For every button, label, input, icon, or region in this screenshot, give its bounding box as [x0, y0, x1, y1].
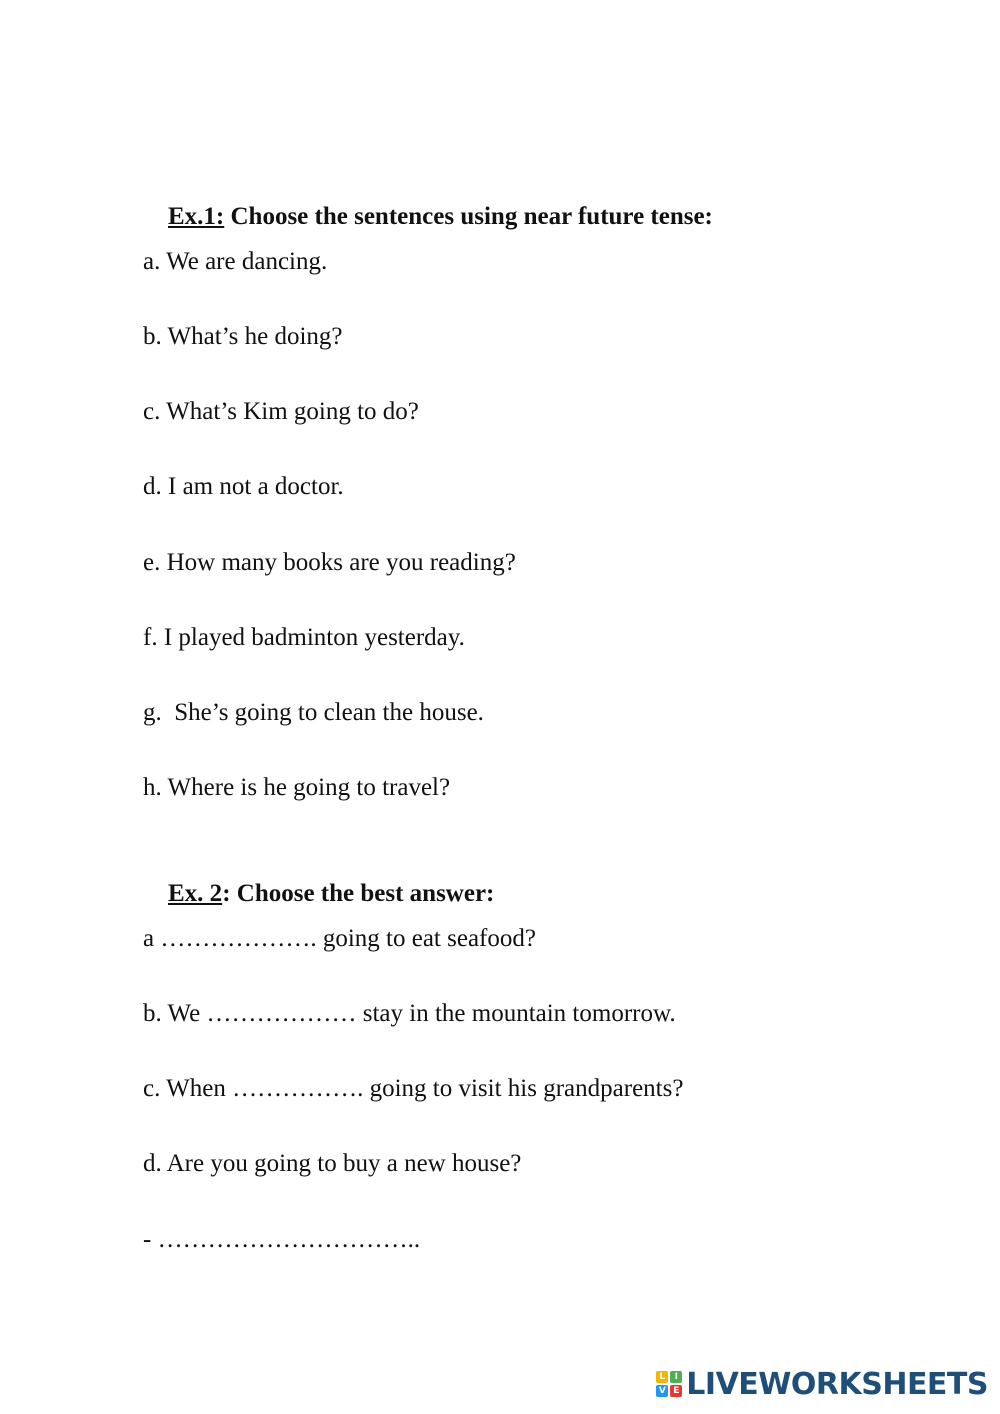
logo-mark-l: L [656, 1371, 668, 1383]
ex1-item-g: g. She’s going to clean the house. [143, 699, 484, 726]
ex2-answer-line: - ………………………….. [143, 1226, 421, 1253]
ex2-item-c: c. When ……………. going to visit his grandparents? [143, 1075, 684, 1102]
ex2-title: : Choose the best answer: [222, 880, 495, 907]
ex1-item-a: a. We are dancing. [143, 248, 328, 275]
ex1-label: Ex.1: [168, 203, 225, 230]
ex1-item-d: d. I am not a doctor. [143, 473, 344, 500]
ex1-item-c: c. What’s Kim going to do? [143, 398, 419, 425]
ex2-item-a: a ………………. going to eat seafood? [143, 925, 536, 952]
logo-mark-e: E [670, 1385, 682, 1397]
logo-mark-v: V [656, 1385, 668, 1397]
liveworksheets-logo [656, 1364, 988, 1404]
ex1-item-b: b. What’s he doing? [143, 323, 343, 350]
ex2-label: Ex. 2 [168, 880, 223, 907]
ex2-item-b: b. We ……………… stay in the mountain tomorrow. [143, 1000, 676, 1027]
ex1-item-f: f. I played badminton yesterday. [143, 624, 465, 651]
ex1-title: Choose the sentences using near future tense: [224, 203, 713, 230]
ex1-item-e: e. How many books are you reading? [143, 549, 516, 576]
logo-mark-i: I [670, 1371, 682, 1383]
ex2-item-d: d. Are you going to buy a new house? [143, 1150, 522, 1177]
liveworksheets-logo-text: LIVEWORKSHEETS [686, 1366, 988, 1402]
ex1-item-h: h. Where is he going to travel? [143, 774, 451, 801]
liveworksheets-logo-icon [656, 1371, 682, 1397]
